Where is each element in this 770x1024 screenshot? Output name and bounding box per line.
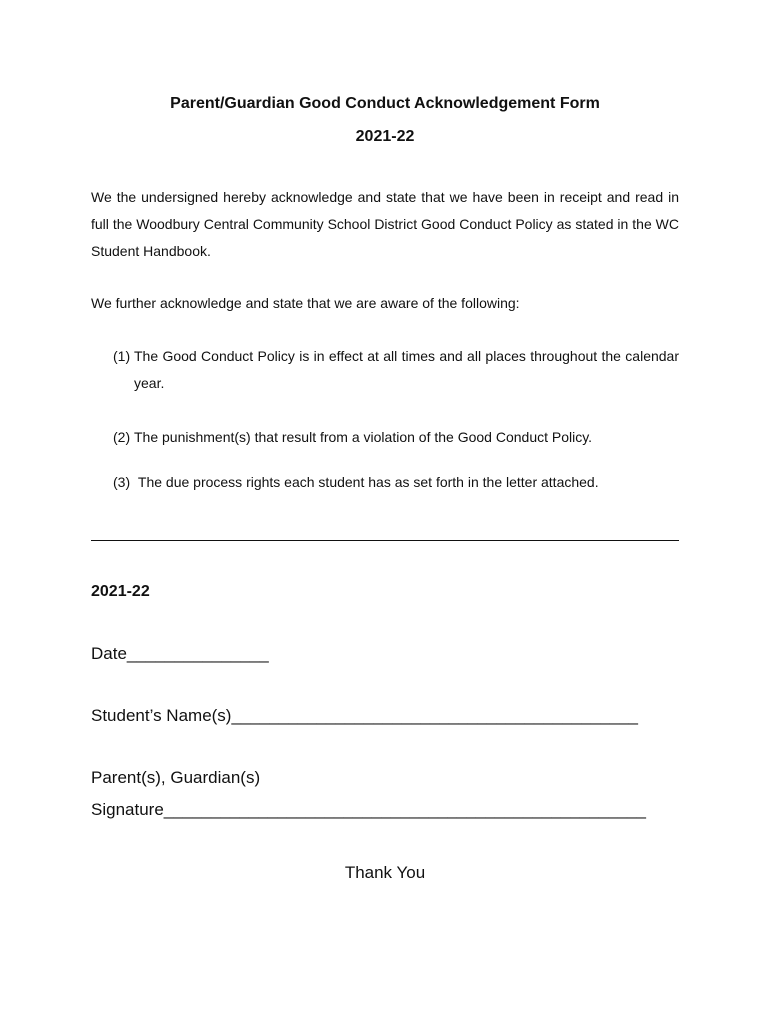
parent-guardian-label: Parent(s), Guardian(s) — [91, 768, 261, 787]
thank-you-text: Thank You — [344, 863, 426, 882]
form-year: 2021-22 — [355, 128, 415, 145]
list-item — [113, 469, 679, 496]
list-item — [113, 343, 679, 397]
date-field[interactable]: Date_______________ — [91, 644, 269, 663]
section-divider — [91, 540, 679, 541]
list-item-number: (1) — [113, 348, 134, 364]
list-item-number: (2) — [113, 429, 134, 445]
intro-paragraph: We the undersigned hereby acknowledge and state that we have been in receipt and read in full the Woodbury Central Community School District Good Conduct Policy as stated in the WC Student Handbook. — [91, 189, 679, 259]
student-name-field[interactable]: Student’s Name(s)___________________________________________ — [91, 706, 639, 725]
list-item-number: (3) — [113, 474, 138, 490]
form-title: Parent/Guardian Good Conduct Acknowledgement Form — [170, 95, 600, 112]
list-item-text: The due process rights each student has as set forth in the letter attached. — [137, 474, 599, 490]
signature-section-year: 2021-22 — [91, 583, 150, 600]
list-item — [113, 424, 679, 451]
further-paragraph: We further acknowledge and state that we are aware of the following: — [91, 295, 520, 311]
list-item-text: The Good Conduct Policy is in effect at all times and all places throughout the calendar year. — [134, 348, 679, 391]
signature-field[interactable]: Signature___________________________________________________ — [91, 800, 646, 819]
list-item-text: The punishment(s) that result from a violation of the Good Conduct Policy. — [134, 429, 593, 445]
